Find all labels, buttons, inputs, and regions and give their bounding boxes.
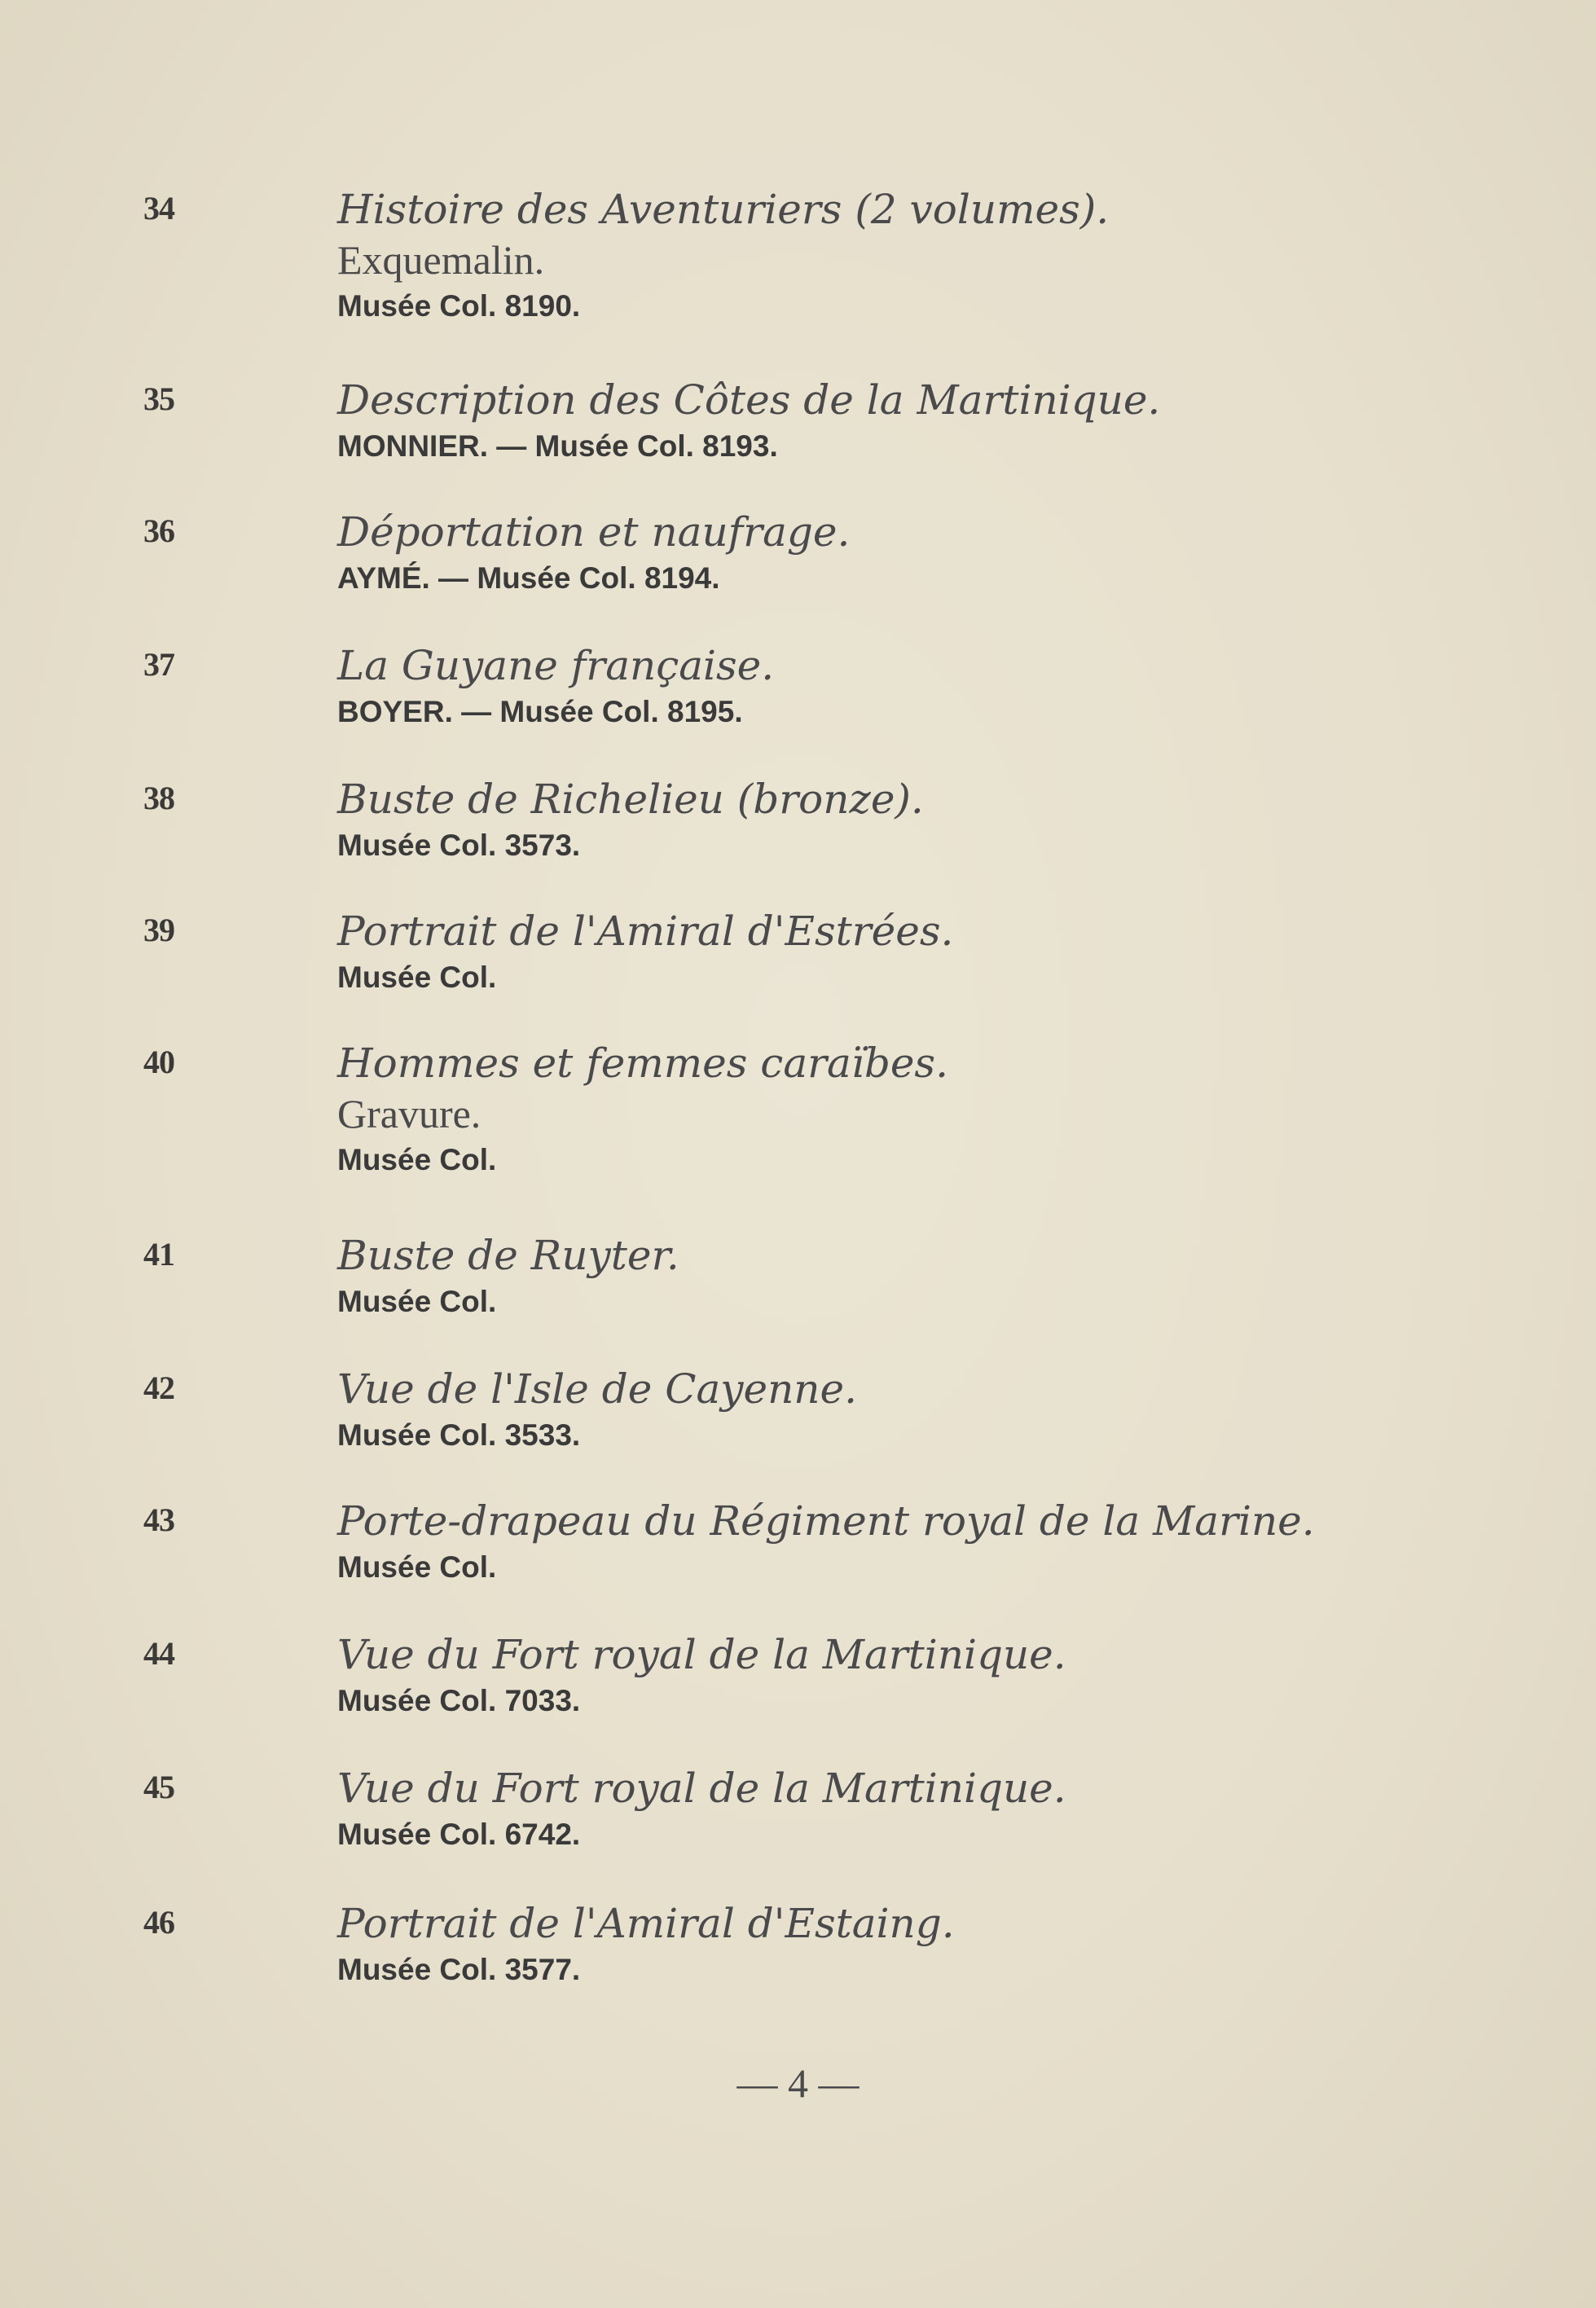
entry-title: Vue du Fort royal de la Martinique. (337, 1765, 1066, 1812)
entry-body (337, 1898, 1519, 1991)
entry-number: 40 (143, 1044, 174, 1080)
entry-number: 39 (143, 912, 174, 948)
entry-reference: Musée Col. (337, 1143, 497, 1176)
entry-title: Déportation et naufrage. (337, 508, 851, 556)
entry-author: Exquemalin. (337, 237, 545, 283)
entry-title: Histoire des Aventuriers (2 volumes). (337, 186, 1110, 233)
entry-body (337, 1496, 1519, 1589)
entry-number: 38 (143, 780, 174, 816)
entry-reference: Musée Col. 3533. (337, 1418, 581, 1452)
entry-body (337, 507, 1519, 600)
entry-subtitle: Gravure. (337, 1091, 481, 1136)
entry-reference: Musée Col. 7033. (337, 1684, 581, 1717)
entry-body (337, 1763, 1519, 1856)
entry-body (337, 1038, 1519, 1181)
entry-number: 36 (143, 512, 174, 549)
entry-reference: Musée Col. (337, 1285, 497, 1318)
entry-number: 42 (143, 1369, 174, 1406)
entry-body (337, 774, 1519, 867)
entry-title: Buste de Ruyter. (337, 1232, 679, 1279)
entry-number: 35 (143, 380, 174, 417)
entry-title: La Guyane française. (337, 642, 775, 689)
entry-reference: Musée Col. (337, 961, 497, 994)
entry-title: Vue du Fort royal de la Martinique. (337, 1631, 1066, 1678)
entry-title: Hommes et femmes caraïbes. (337, 1040, 948, 1087)
page-number: — 4 — (736, 2060, 860, 2106)
entry-reference: BOYER. — Musée Col. 8195. (337, 695, 743, 728)
entry-reference: Musée Col. 6742. (337, 1818, 581, 1851)
entry-reference: Musée Col. (337, 1550, 497, 1584)
entry-body (337, 1230, 1519, 1323)
entry-title: Buste de Richelieu (bronze). (337, 776, 924, 823)
entry-number: 37 (143, 646, 174, 683)
entry-body (337, 184, 1519, 328)
entry-title: Vue de l'Isle de Cayenne. (337, 1365, 857, 1413)
entry-reference: Musée Col. 3577. (337, 1953, 581, 1986)
entry-reference: Musée Col. 8190. (337, 289, 581, 323)
entry-body (337, 906, 1519, 999)
entry-number: 44 (143, 1635, 174, 1672)
entry-body (337, 1364, 1519, 1457)
entry-body (337, 375, 1519, 468)
entry-title: Portrait de l'Amiral d'Estrées. (337, 908, 954, 955)
entry-reference: Musée Col. 3573. (337, 829, 581, 862)
entry-number: 41 (143, 1236, 174, 1273)
entry-number: 45 (143, 1769, 174, 1805)
entry-body (337, 1629, 1519, 1722)
entry-title: Porte-drapeau du Régiment royal de la Marine. (337, 1497, 1315, 1545)
entry-number: 34 (143, 190, 174, 226)
entry-number: 43 (143, 1501, 174, 1538)
entry-title: Portrait de l'Amiral d'Estaing. (337, 1900, 955, 1947)
entry-number: 46 (143, 1904, 174, 1941)
entry-reference: AYMÉ. — Musée Col. 8194. (337, 561, 720, 595)
entry-reference: MONNIER. — Musée Col. 8193. (337, 429, 778, 463)
entry-title: Description des Côtes de la Martinique. (337, 376, 1161, 424)
entry-body (337, 640, 1519, 733)
